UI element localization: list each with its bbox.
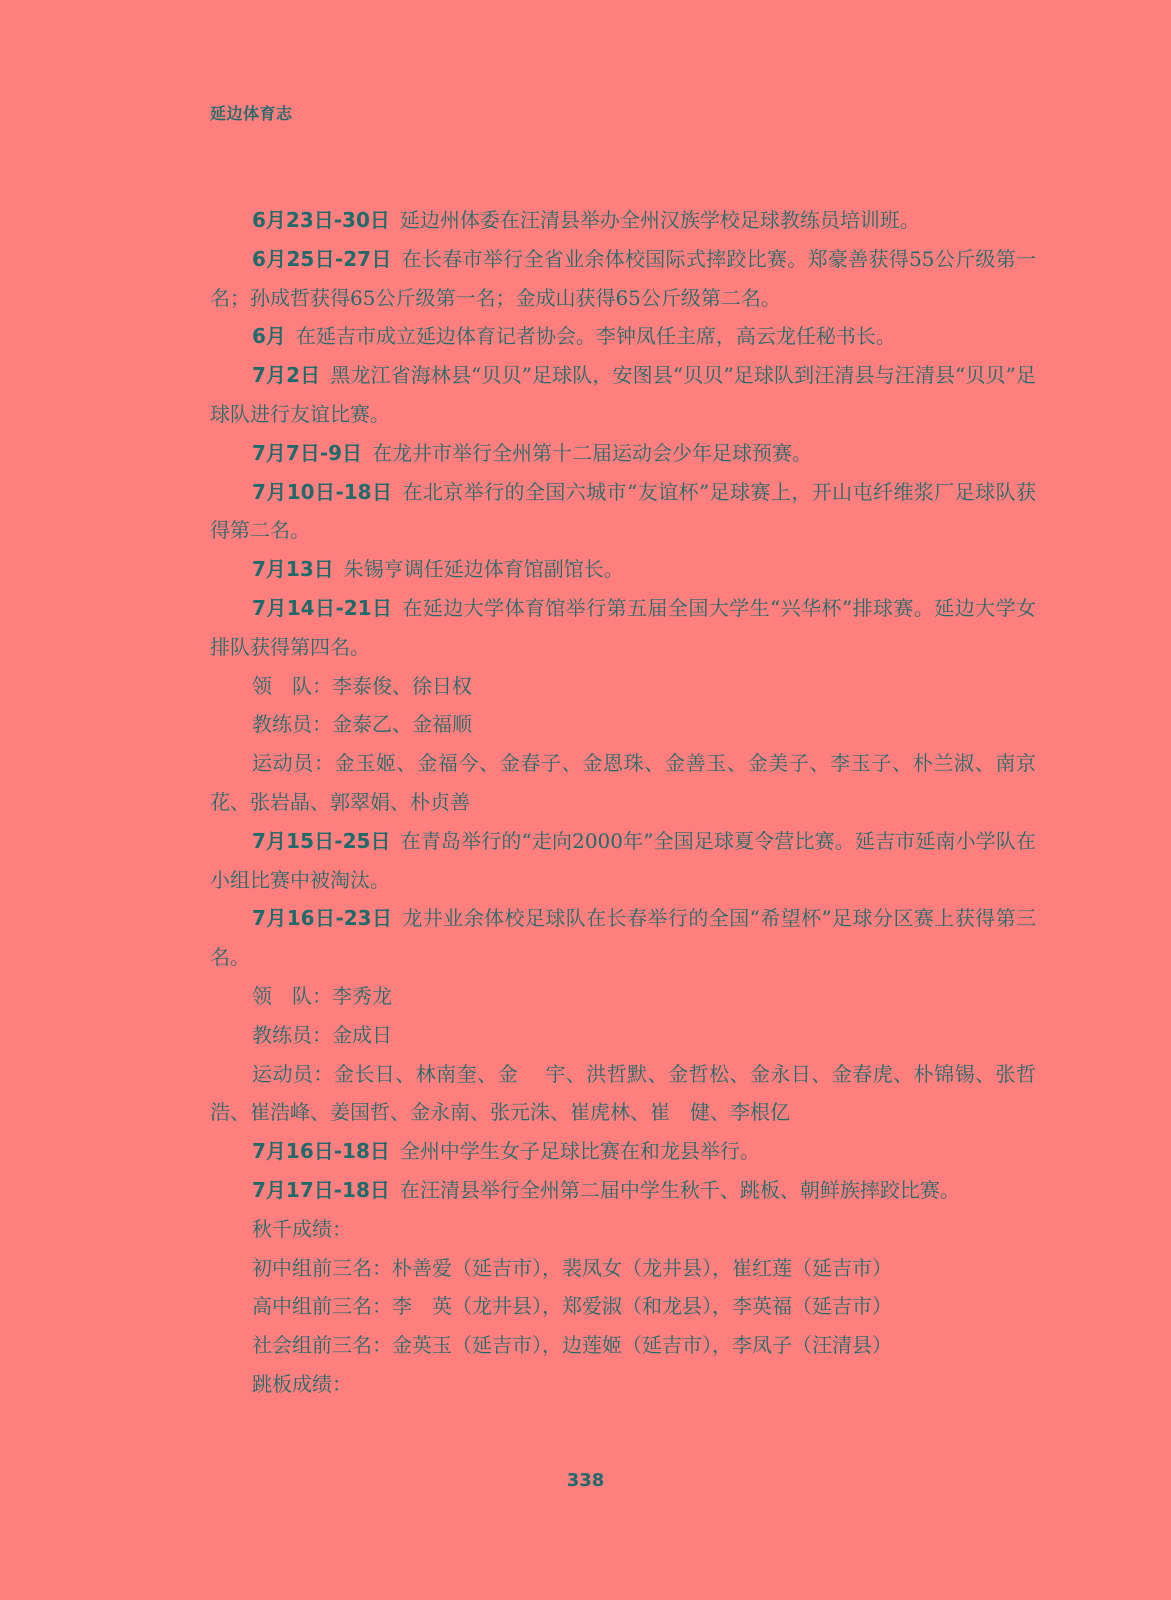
results-line xyxy=(210,1287,1036,1326)
results-line xyxy=(210,1249,1036,1288)
entry-text: 跳板成绩： xyxy=(252,1371,352,1396)
entry-text: 运动员：金长日、林南奎、金 宇、洪哲默、金哲松、金永日、金春虎、朴锦锡、张哲浩、崔浩峰、姜国哲、金永南、张元洙、崔虎林、崔 健、李根亿 xyxy=(210,1061,1036,1125)
entry-text: 在龙井市举行全州第十二届运动会少年足球预赛。 xyxy=(372,440,813,465)
entry-date: 6月 xyxy=(252,324,286,349)
chronicle-entry xyxy=(210,589,1036,667)
entry-text: 教练员：金成日 xyxy=(252,1022,392,1047)
chronicle-entry xyxy=(210,473,1036,551)
entry-text: 龙井业余体校足球队在长春举行的全国“希望杯”足球分区赛上获得第三名。 xyxy=(210,906,1036,970)
running-header: 延边体育志 xyxy=(210,104,293,123)
results-heading xyxy=(210,1210,1036,1249)
entry-date: 7月13日 xyxy=(252,557,334,582)
chronicle-entry xyxy=(210,201,1036,240)
results-line xyxy=(210,1326,1036,1365)
entry-text: 社会组前三名：金英玉（延吉市），边莲姬（延吉市），李凤子（汪清县） xyxy=(252,1333,892,1358)
entry-date: 6月25日-27日 xyxy=(252,246,392,271)
chronicle-entry xyxy=(210,434,1036,473)
entry-text: 高中组前三名：李 英（龙井县），郑爱淑（和龙县），李英福（延吉市） xyxy=(252,1294,892,1319)
entry-date: 7月16日-18日 xyxy=(252,1139,390,1164)
chronicle-entry xyxy=(210,240,1036,318)
athletes-line xyxy=(210,744,1036,822)
entry-text: 初中组前三名：朴善爱（延吉市），裴凤女（龙井县），崔红莲（延吉市） xyxy=(252,1255,892,1280)
entry-text: 教练员：金泰乙、金福顺 xyxy=(252,712,472,737)
chronicle-entry xyxy=(210,550,1036,589)
entry-text: 秋千成绩： xyxy=(252,1216,352,1241)
entry-text: 在延边大学体育馆举行第五届全国大学生“兴华杯”排球赛。延边大学女排队获得第四名。 xyxy=(210,595,1036,659)
entry-date: 7月7日-9日 xyxy=(252,440,363,465)
results-heading xyxy=(210,1365,1036,1404)
chronicle-body xyxy=(210,201,1036,1404)
chronicle-entry xyxy=(210,1132,1036,1171)
entry-date: 7月15日-25日 xyxy=(252,828,391,853)
team-leader-line xyxy=(210,977,1036,1016)
team-leader-line xyxy=(210,667,1036,706)
chronicle-entry xyxy=(210,356,1036,434)
entry-text: 在北京举行的全国六城市“友谊杯”足球赛上，开山屯纤维浆厂足球队获得第二名。 xyxy=(210,479,1036,543)
entry-text: 运动员：金玉姬、金福今、金春子、金恩珠、金善玉、金美子、李玉子、朴兰淑、南京花、张岩晶、郭翠娟、朴贞善 xyxy=(210,751,1036,814)
entry-text: 全州中学生女子足球比赛在和龙县举行。 xyxy=(399,1139,760,1164)
entry-date: 7月17日-18日 xyxy=(252,1177,390,1202)
entry-text: 领 队：李泰俊、徐日权 xyxy=(252,673,472,698)
entry-date: 7月2日 xyxy=(252,363,321,388)
page-number: 338 xyxy=(566,1470,605,1491)
entry-text: 在青岛举行的“走向2000年”全国足球夏令营比赛。延吉市延南小学队在小组比赛中被淘汰。 xyxy=(210,828,1036,892)
athletes-line xyxy=(210,1055,1036,1133)
coach-line xyxy=(210,1016,1036,1055)
entry-text: 朱锡亨调任延边体育馆副馆长。 xyxy=(343,557,624,582)
chronicle-entry xyxy=(210,317,1036,356)
entry-date: 7月16日-23日 xyxy=(252,906,393,931)
chronicle-entry xyxy=(210,1171,1036,1210)
entry-text: 延边州体委在汪清县举办全州汉族学校足球教练员培训班。 xyxy=(399,208,920,232)
entry-date: 7月14日-21日 xyxy=(252,595,393,620)
entry-text: 黑龙江省海林县“贝贝”足球队，安图县“贝贝”足球队到汪清县与汪清县“贝贝”足球队进行友谊比赛。 xyxy=(210,363,1036,426)
entry-text: 在长春市举行全省业余体校国际式摔跤比赛。郑豪善获得55公斤级第一名；孙成哲获得65公斤级第一名；金成山获得65公斤级第二名。 xyxy=(210,246,1037,310)
chronicle-entry xyxy=(210,899,1036,977)
chronicle-entry xyxy=(210,822,1036,900)
entry-date: 7月10日-18日 xyxy=(252,479,393,504)
entry-text: 领 队：李秀龙 xyxy=(252,983,392,1008)
coach-line xyxy=(210,705,1036,744)
entry-text: 在汪清县举行全州第二届中学生秋千、跳板、朝鲜族摔跤比赛。 xyxy=(399,1177,960,1202)
entry-date: 6月23日-30日 xyxy=(252,208,390,232)
entry-text: 在延吉市成立延边体育记者协会。李钟凤任主席，高云龙任秘书长。 xyxy=(295,324,896,349)
